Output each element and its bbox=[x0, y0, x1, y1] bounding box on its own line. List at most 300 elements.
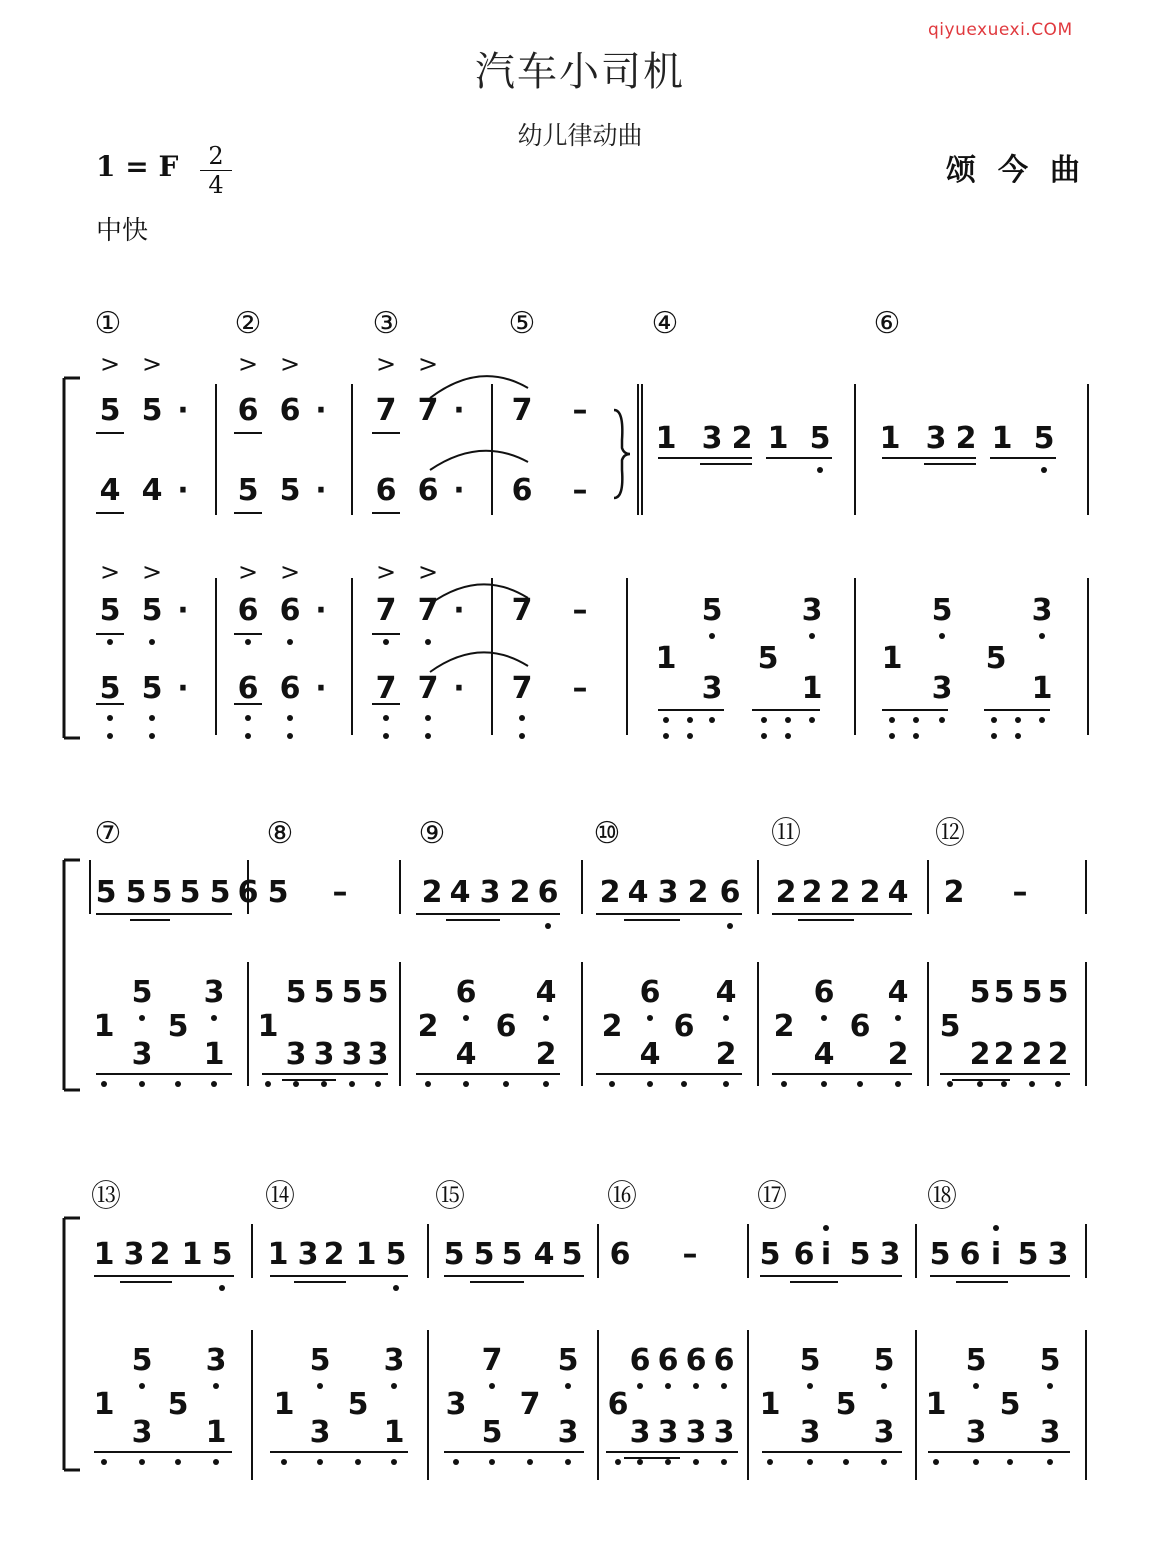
octave-dot bbox=[107, 639, 113, 645]
note-digit: – bbox=[1012, 875, 1028, 910]
octave-dot bbox=[139, 1081, 145, 1087]
octave-dot bbox=[881, 1383, 887, 1389]
note-digit: 4 bbox=[887, 975, 909, 1010]
octave-dot bbox=[463, 1081, 469, 1087]
note-digit: 3 bbox=[479, 875, 501, 910]
note-digit: 2 bbox=[969, 1037, 991, 1072]
octave-dot bbox=[977, 1081, 983, 1087]
octave-dot bbox=[463, 1015, 469, 1021]
note-digit: 4 bbox=[449, 875, 471, 910]
octave-dot bbox=[727, 923, 733, 929]
octave-dot bbox=[543, 1081, 549, 1087]
octave-dot bbox=[425, 733, 431, 739]
octave-dot bbox=[991, 717, 997, 723]
note-digit: 2 bbox=[715, 1037, 737, 1072]
note-digit: · bbox=[453, 593, 465, 628]
note-digit: 3 bbox=[925, 421, 947, 456]
note-digit: 2 bbox=[775, 875, 797, 910]
note-digit: 5 bbox=[167, 1009, 189, 1044]
note-digit: 2 bbox=[731, 421, 753, 456]
octave-dot bbox=[149, 715, 155, 721]
note-digit: 2 bbox=[599, 875, 621, 910]
octave-dot bbox=[663, 717, 669, 723]
octave-dot bbox=[213, 1459, 219, 1465]
note-digit: 7 bbox=[375, 593, 397, 628]
note-digit: 3 bbox=[873, 1415, 895, 1450]
accent-mark: > bbox=[99, 350, 121, 378]
note-digit: 5 bbox=[931, 593, 953, 628]
note-digit: 7 bbox=[417, 671, 439, 706]
octave-dot bbox=[175, 1081, 181, 1087]
note-digit: 5 bbox=[99, 393, 121, 428]
note-digit: · bbox=[315, 473, 327, 508]
note-digit: 7 bbox=[417, 393, 439, 428]
accent-mark: > bbox=[375, 350, 397, 378]
octave-dot bbox=[543, 1015, 549, 1021]
measure-number: ⑱ bbox=[927, 1179, 957, 1214]
accent-mark: > bbox=[141, 350, 163, 378]
octave-dot bbox=[489, 1459, 495, 1465]
note-digit: 5 bbox=[385, 1237, 407, 1272]
octave-dot bbox=[895, 1081, 901, 1087]
note-digit: 4 bbox=[455, 1037, 477, 1072]
note-digit: 6 bbox=[279, 593, 301, 628]
note-digit: 3 bbox=[445, 1387, 467, 1422]
note-digit: 5 bbox=[1039, 1343, 1061, 1378]
note-digit: 6 bbox=[629, 1343, 651, 1378]
note-digit: 1 bbox=[655, 421, 677, 456]
note-digit: 6 bbox=[237, 875, 259, 910]
note-digit: 5 bbox=[501, 1237, 523, 1272]
octave-dot bbox=[317, 1459, 323, 1465]
note-digit: – bbox=[332, 875, 348, 910]
note-digit: 6 bbox=[417, 473, 439, 508]
octave-dot bbox=[1055, 1081, 1061, 1087]
note-digit: 1 bbox=[93, 1237, 115, 1272]
note-digit: 3 bbox=[657, 875, 679, 910]
octave-dot bbox=[321, 1081, 327, 1087]
note-digit: 3 bbox=[1039, 1415, 1061, 1450]
octave-dot bbox=[973, 1383, 979, 1389]
accent-mark: > bbox=[417, 350, 439, 378]
tempo-marking: 中快 bbox=[96, 216, 149, 246]
note-digit: 5 bbox=[151, 875, 173, 910]
note-digit: 2 bbox=[829, 875, 851, 910]
octave-dot bbox=[785, 717, 791, 723]
note-digit: 6 bbox=[237, 593, 259, 628]
note-digit: 1 bbox=[203, 1037, 225, 1072]
octave-dot bbox=[425, 715, 431, 721]
note-digit: 7 bbox=[481, 1343, 503, 1378]
note-digit: 3 bbox=[131, 1037, 153, 1072]
note-digit: – bbox=[572, 593, 588, 628]
octave-dot bbox=[817, 467, 823, 473]
octave-dot bbox=[1001, 1081, 1007, 1087]
meter-top: 2 bbox=[208, 142, 224, 170]
note-digit: 7 bbox=[375, 671, 397, 706]
measure-number: ⑭ bbox=[265, 1179, 295, 1214]
note-digit: 6 bbox=[609, 1237, 631, 1272]
octave-dot bbox=[375, 1081, 381, 1087]
note-digit: 6 bbox=[793, 1237, 815, 1272]
octave-dot bbox=[1047, 1383, 1053, 1389]
octave-dot bbox=[723, 1081, 729, 1087]
octave-dot bbox=[101, 1459, 107, 1465]
octave-dot bbox=[175, 1459, 181, 1465]
octave-dot bbox=[889, 733, 895, 739]
octave-dot bbox=[393, 1285, 399, 1291]
note-digit: 1 bbox=[759, 1387, 781, 1422]
note-digit: 5 bbox=[167, 1387, 189, 1422]
note-digit: 5 bbox=[179, 875, 201, 910]
note-digit: 1 bbox=[181, 1237, 203, 1272]
octave-dot bbox=[687, 717, 693, 723]
octave-dot bbox=[211, 1081, 217, 1087]
note-digit: · bbox=[315, 671, 327, 706]
note-digit: 5 bbox=[1017, 1237, 1039, 1272]
octave-dot bbox=[245, 639, 251, 645]
note-digit: 1 bbox=[1031, 671, 1053, 706]
octave-dot bbox=[609, 1081, 615, 1087]
octave-dot bbox=[843, 1459, 849, 1465]
note-digit: 2 bbox=[535, 1037, 557, 1072]
note-digit: · bbox=[177, 473, 189, 508]
note-digit: 5 bbox=[809, 421, 831, 456]
note-digit: 3 bbox=[383, 1343, 405, 1378]
note-digit: 5 bbox=[757, 641, 779, 676]
note-digit: 3 bbox=[203, 975, 225, 1010]
note-digit: 2 bbox=[687, 875, 709, 910]
note-digit: 6 bbox=[719, 875, 741, 910]
note-digit: 2 bbox=[773, 1009, 795, 1044]
note-digit: 3 bbox=[685, 1415, 707, 1450]
note-digit: 1 bbox=[355, 1237, 377, 1272]
measure-number: ⑦ bbox=[94, 816, 122, 851]
octave-dot bbox=[139, 1015, 145, 1021]
note-digit: 5 bbox=[99, 593, 121, 628]
octave-dot bbox=[665, 1459, 671, 1465]
note-digit: · bbox=[177, 671, 189, 706]
note-digit: 7 bbox=[511, 393, 533, 428]
octave-dot bbox=[1015, 717, 1021, 723]
note-digit: 3 bbox=[367, 1037, 389, 1072]
octave-dot bbox=[519, 733, 525, 739]
note-digit: – bbox=[572, 473, 588, 508]
octave-dot bbox=[681, 1081, 687, 1087]
octave-dot bbox=[149, 639, 155, 645]
note-digit: 6 bbox=[849, 1009, 871, 1044]
measure-number: ④ bbox=[651, 306, 679, 341]
octave-dot bbox=[809, 717, 815, 723]
octave-dot bbox=[637, 1383, 643, 1389]
octave-dot bbox=[781, 1081, 787, 1087]
note-digit: 7 bbox=[511, 593, 533, 628]
octave-dot bbox=[349, 1081, 355, 1087]
octave-dot bbox=[287, 733, 293, 739]
note-digit: 5 bbox=[561, 1237, 583, 1272]
note-digit: 2 bbox=[955, 421, 977, 456]
composer-credit: 颂今曲 bbox=[946, 153, 1102, 188]
note-digit: 3 bbox=[801, 593, 823, 628]
note-digit: 6 bbox=[455, 975, 477, 1010]
octave-dot bbox=[1029, 1081, 1035, 1087]
note-digit: · bbox=[315, 393, 327, 428]
note-digit: 5 bbox=[347, 1387, 369, 1422]
note-digit: 4 bbox=[99, 473, 121, 508]
measure-number: ⑤ bbox=[508, 306, 536, 341]
octave-dot bbox=[1039, 633, 1045, 639]
note-digit: 4 bbox=[535, 975, 557, 1010]
note-digit: – bbox=[572, 671, 588, 706]
octave-dot bbox=[425, 639, 431, 645]
octave-dot bbox=[647, 1081, 653, 1087]
note-digit: 6 bbox=[685, 1343, 707, 1378]
note-digit: i bbox=[820, 1237, 832, 1272]
note-digit: 1 bbox=[991, 421, 1013, 456]
note-digit: 6 bbox=[279, 671, 301, 706]
octave-dot bbox=[821, 1015, 827, 1021]
note-digit: 5 bbox=[285, 975, 307, 1010]
note-digit: 5 bbox=[443, 1237, 465, 1272]
octave-dot bbox=[211, 1015, 217, 1021]
octave-dot bbox=[933, 1459, 939, 1465]
octave-dot bbox=[785, 733, 791, 739]
octave-dot bbox=[139, 1459, 145, 1465]
octave-dot bbox=[1015, 733, 1021, 739]
octave-dot bbox=[857, 1081, 863, 1087]
octave-dot bbox=[881, 1459, 887, 1465]
note-digit: 6 bbox=[237, 393, 259, 428]
octave-dot bbox=[527, 1459, 533, 1465]
octave-dot bbox=[809, 633, 815, 639]
key-signature: 1 = F bbox=[96, 150, 179, 183]
octave-dot bbox=[939, 717, 945, 723]
octave-dot bbox=[391, 1383, 397, 1389]
note-digit: 5 bbox=[799, 1343, 821, 1378]
octave-dot bbox=[101, 1081, 107, 1087]
note-digit: 5 bbox=[209, 875, 231, 910]
note-digit: 5 bbox=[1033, 421, 1055, 456]
note-digit: 5 bbox=[131, 1343, 153, 1378]
octave-dot bbox=[693, 1459, 699, 1465]
note-digit: · bbox=[453, 473, 465, 508]
note-digit: 2 bbox=[801, 875, 823, 910]
octave-dot bbox=[615, 1459, 621, 1465]
note-digit: 5 bbox=[759, 1237, 781, 1272]
octave-dot bbox=[767, 1459, 773, 1465]
note-digit: 1 bbox=[205, 1415, 227, 1450]
note-digit: 5 bbox=[237, 473, 259, 508]
octave-dot bbox=[281, 1459, 287, 1465]
note-digit: 1 bbox=[267, 1237, 289, 1272]
note-digit: 4 bbox=[715, 975, 737, 1010]
note-digit: 6 bbox=[959, 1237, 981, 1272]
octave-dot bbox=[453, 1459, 459, 1465]
watermark: qiyuexuexi.COM bbox=[928, 20, 1073, 40]
octave-dot bbox=[1039, 717, 1045, 723]
note-digit: 2 bbox=[421, 875, 443, 910]
note-digit: 6 bbox=[673, 1009, 695, 1044]
note-digit: 5 bbox=[141, 593, 163, 628]
measure-number: ⑮ bbox=[435, 1179, 465, 1214]
note-digit: 3 bbox=[123, 1237, 145, 1272]
note-digit: 2 bbox=[509, 875, 531, 910]
octave-dot bbox=[219, 1285, 225, 1291]
note-digit: 2 bbox=[943, 875, 965, 910]
octave-dot bbox=[545, 923, 551, 929]
measure-number: ⑨ bbox=[418, 816, 446, 851]
octave-dot bbox=[991, 733, 997, 739]
note-digit: 2 bbox=[323, 1237, 345, 1272]
note-digit: 5 bbox=[969, 975, 991, 1010]
note-digit: 5 bbox=[835, 1387, 857, 1422]
octave-dot bbox=[139, 1383, 145, 1389]
octave-dot bbox=[383, 715, 389, 721]
note-digit: 1 bbox=[273, 1387, 295, 1422]
octave-dot bbox=[287, 639, 293, 645]
note-digit: 1 bbox=[767, 421, 789, 456]
note-digit: 3 bbox=[701, 421, 723, 456]
note-digit: 5 bbox=[309, 1343, 331, 1378]
note-digit: 6 bbox=[713, 1343, 735, 1378]
meter-bottom: 4 bbox=[208, 171, 224, 199]
note-digit: 5 bbox=[367, 975, 389, 1010]
octave-dot bbox=[391, 1459, 397, 1465]
octave-dot bbox=[519, 715, 525, 721]
measure-number: ⑥ bbox=[873, 306, 901, 341]
octave-dot bbox=[821, 1081, 827, 1087]
octave-dot bbox=[355, 1459, 361, 1465]
accent-mark: > bbox=[279, 350, 301, 378]
note-digit: 6 bbox=[495, 1009, 517, 1044]
octave-dot bbox=[665, 1383, 671, 1389]
note-digit: 5 bbox=[131, 975, 153, 1010]
note-digit: 4 bbox=[533, 1237, 555, 1272]
note-digit: 3 bbox=[285, 1037, 307, 1072]
note-digit: 1 bbox=[879, 421, 901, 456]
measure-number: ⑧ bbox=[266, 816, 294, 851]
octave-dot bbox=[503, 1081, 509, 1087]
octave-dot bbox=[761, 733, 767, 739]
note-digit: 3 bbox=[965, 1415, 987, 1450]
note-digit: 3 bbox=[799, 1415, 821, 1450]
note-digit: 6 bbox=[375, 473, 397, 508]
note-digit: 4 bbox=[813, 1037, 835, 1072]
octave-dot bbox=[107, 715, 113, 721]
note-digit: 6 bbox=[639, 975, 661, 1010]
octave-dot bbox=[709, 717, 715, 723]
octave-dot bbox=[245, 715, 251, 721]
note-digit: 7 bbox=[511, 671, 533, 706]
octave-dot bbox=[913, 717, 919, 723]
measure-number: ⑰ bbox=[757, 1179, 787, 1214]
note-digit: 1 bbox=[655, 641, 677, 676]
note-digit: · bbox=[453, 671, 465, 706]
note-digit: 2 bbox=[1047, 1037, 1069, 1072]
accent-mark: > bbox=[279, 558, 301, 586]
accent-mark: > bbox=[417, 558, 439, 586]
octave-dot bbox=[565, 1383, 571, 1389]
note-digit: 3 bbox=[205, 1343, 227, 1378]
note-digit: – bbox=[572, 393, 588, 428]
octave-dot bbox=[287, 715, 293, 721]
note-digit: 5 bbox=[267, 875, 289, 910]
note-digit: – bbox=[682, 1237, 698, 1272]
octave-dot bbox=[761, 717, 767, 723]
octave-dot bbox=[637, 1459, 643, 1465]
note-digit: 2 bbox=[859, 875, 881, 910]
note-digit: 1 bbox=[801, 671, 823, 706]
note-digit: 2 bbox=[149, 1237, 171, 1272]
octave-dot bbox=[993, 1225, 999, 1231]
note-digit: 1 bbox=[383, 1415, 405, 1450]
note-digit: 3 bbox=[657, 1415, 679, 1450]
accent-mark: > bbox=[99, 558, 121, 586]
note-digit: 5 bbox=[999, 1387, 1021, 1422]
octave-dot bbox=[939, 633, 945, 639]
note-digit: 4 bbox=[639, 1037, 661, 1072]
measure-number: ⑫ bbox=[935, 816, 965, 851]
octave-dot bbox=[687, 733, 693, 739]
octave-dot bbox=[317, 1383, 323, 1389]
octave-dot bbox=[565, 1459, 571, 1465]
repeat-brace bbox=[614, 410, 630, 498]
note-digit: 5 bbox=[125, 875, 147, 910]
note-digit: 1 bbox=[881, 641, 903, 676]
note-digit: 6 bbox=[237, 671, 259, 706]
octave-dot bbox=[973, 1459, 979, 1465]
note-digit: 5 bbox=[985, 641, 1007, 676]
note-digit: · bbox=[177, 593, 189, 628]
note-digit: 6 bbox=[607, 1387, 629, 1422]
octave-dot bbox=[721, 1459, 727, 1465]
octave-dot bbox=[1047, 1459, 1053, 1465]
score-subtitle: 幼儿律动曲 bbox=[517, 121, 643, 150]
note-digit: 2 bbox=[993, 1037, 1015, 1072]
note-digit: 4 bbox=[627, 875, 649, 910]
note-digit: 6 bbox=[511, 473, 533, 508]
note-digit: 3 bbox=[313, 1037, 335, 1072]
score-title: 汽车小司机 bbox=[475, 49, 685, 95]
octave-dot bbox=[647, 1015, 653, 1021]
note-digit: 4 bbox=[141, 473, 163, 508]
note-digit: 5 bbox=[701, 593, 723, 628]
octave-dot bbox=[807, 1383, 813, 1389]
note-digit: 5 bbox=[141, 393, 163, 428]
note-digit: 5 bbox=[341, 975, 363, 1010]
note-digit: 2 bbox=[1021, 1037, 1043, 1072]
note-digit: 2 bbox=[601, 1009, 623, 1044]
octave-dot bbox=[723, 1015, 729, 1021]
note-digit: 3 bbox=[879, 1237, 901, 1272]
measure-number: ③ bbox=[372, 306, 400, 341]
octave-dot bbox=[913, 733, 919, 739]
octave-dot bbox=[245, 733, 251, 739]
note-digit: 6 bbox=[813, 975, 835, 1010]
note-digit: 1 bbox=[257, 1009, 279, 1044]
note-digit: 7 bbox=[375, 393, 397, 428]
note-digit: 4 bbox=[887, 875, 909, 910]
note-digit: · bbox=[315, 593, 327, 628]
octave-dot bbox=[1007, 1459, 1013, 1465]
octave-dot bbox=[107, 733, 113, 739]
measure-number: ⑩ bbox=[593, 816, 621, 851]
tie-arc bbox=[430, 451, 528, 470]
note-digit: 3 bbox=[701, 671, 723, 706]
octave-dot bbox=[149, 733, 155, 739]
note-digit: 5 bbox=[929, 1237, 951, 1272]
note-digit: 5 bbox=[279, 473, 301, 508]
